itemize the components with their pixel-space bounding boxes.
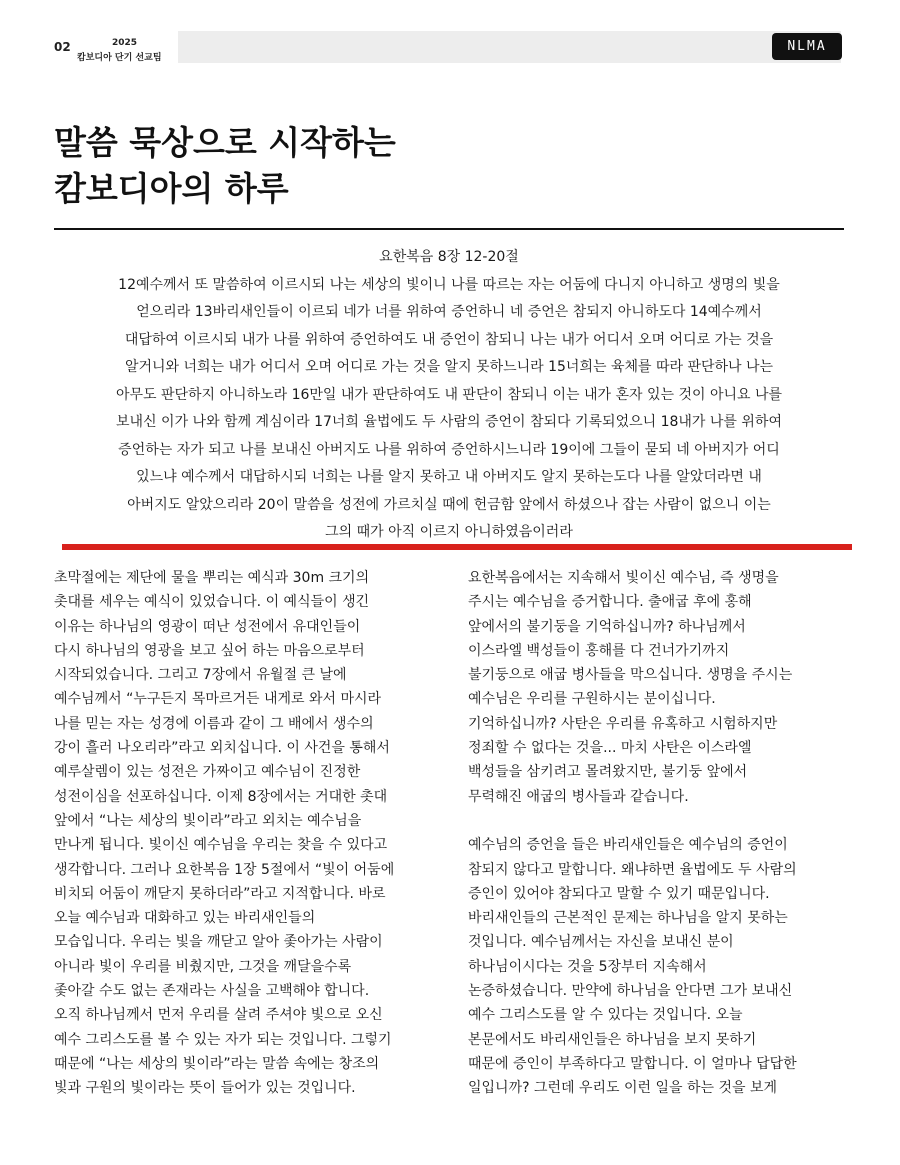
scripture-line: 그의 때가 아직 이르지 아니하였음이러라 (325, 524, 573, 540)
body-line: 다시 하나님의 영광을 보고 싶어 하는 마음으로부터 (54, 642, 365, 659)
body-line: 증인이 있어야 참되다고 말할 수 있기 때문입니다. (468, 885, 770, 902)
left-column (54, 566, 454, 1101)
header-year: 2025 (112, 38, 138, 48)
body-line: 강이 흘러 나오리라”라고 외치십니다. 이 사건을 통해서 (54, 740, 390, 757)
body-line: 이스라엘 백성들이 홍해를 다 건너가기까지 (468, 642, 730, 659)
body-line: 예수님께서 “누구든지 목마르거든 내게로 와서 마시라 (54, 691, 382, 708)
scripture-block (54, 244, 844, 547)
body-line: 앞에서의 불기둥을 기억하십니까? 하나님께서 (468, 618, 746, 635)
body-line: 백성들을 삼키려고 몰려왔지만, 불기둥 앞에서 (468, 764, 748, 781)
paragraph-gap (468, 809, 868, 833)
body-line: 본문에서도 바리새인들은 하나님을 보지 못하기 (468, 1031, 757, 1048)
body-line: 시작되었습니다. 그리고 7장에서 유월절 큰 날에 (54, 667, 347, 684)
scripture-divider (62, 544, 852, 550)
header-subtitle: 캄보디아 단기 선교팀 (77, 53, 162, 63)
title-line-2: 캄보디아의 하루 (54, 169, 289, 208)
page-number: 02 (54, 40, 71, 54)
body-line: 오직 하나님께서 먼저 우리를 살려 주셔야 빛으로 오신 (54, 1007, 383, 1024)
scripture-reference: 요한복음 8장 12-20절 (379, 249, 519, 265)
body-line: 초막절에는 제단에 물을 뿌리는 예식과 30m 크기의 (54, 570, 370, 586)
body-line: 예수 그리스도를 볼 수 있는 자가 되는 것입니다. 그렇기 (54, 1031, 392, 1048)
body-line: 때문에 증인이 부족하다고 말합니다. 이 얼마나 답답한 (468, 1055, 797, 1072)
title-divider (54, 228, 844, 230)
body-line: 좇아갈 수도 없는 존재라는 사실을 고백해야 합니다. (54, 983, 370, 1000)
scripture-line: 보내신 이가 나와 함께 계심이라 17너희 율법에도 두 사람의 증언이 참되다 기록되었으니 18내가 나를 위하여 (116, 414, 782, 430)
body-line: 나를 믿는 자는 성경에 이름과 같이 그 배에서 생수의 (54, 715, 374, 732)
body-line: 비치되 어둠이 깨닫지 못하더라”라고 지적합니다. 바로 (54, 885, 386, 902)
scripture-line: 증언하는 자가 되고 나를 보내신 아버지도 나를 위하여 증언하시느니라 19이에 그들이 묻되 네 아버지가 어디 (118, 441, 780, 458)
body-line: 예수님의 증언을 들은 바리새인들은 예수님의 증언이 (468, 837, 788, 854)
body-line: 생각합니다. 그러나 요한복음 1장 5절에서 “빛이 어둠에 (54, 861, 395, 878)
body-line: 모습입니다. 우리는 빛을 깨닫고 알아 좇아가는 사람이 (54, 934, 383, 951)
body-line: 논증하셨습니다. 만약에 하나님을 안다면 그가 보내신 (468, 983, 793, 1000)
body-line: 참되지 않다고 말합니다. 왜냐하면 율법에도 두 사람의 (468, 861, 797, 878)
body-line: 하나님이시다는 것을 5장부터 지속해서 (468, 958, 707, 975)
body-line: 불기둥으로 애굽 병사들을 막으십니다. 생명을 주시는 (468, 667, 793, 684)
body-line: 앞에서 “나는 세상의 빛이라”라고 외치는 예수님을 (54, 812, 362, 829)
header-bar (178, 31, 841, 63)
body-line: 요한복음에서는 지속해서 빛이신 예수님, 즉 생명을 (468, 570, 779, 586)
scripture-line: 12예수께서 또 말씀하여 이르시되 나는 세상의 빛이니 나를 따르는 자는 어둠에 다니지 아니하고 생명의 빛을 (118, 276, 780, 293)
right-column (468, 566, 868, 1101)
body-line: 오늘 예수님과 대화하고 있는 바리새인들의 (54, 910, 316, 927)
scripture-line: 대답하여 이르시되 내가 나를 위하여 증언하여도 내 증언이 참되니 나는 내가 어디서 오며 어디로 가는 것을 (124, 331, 774, 348)
scripture-line: 있느냐 예수께서 대답하시되 너희는 나를 알지 못하고 내 아버지도 알지 못하는도다 나를 알았더라면 내 (136, 469, 762, 485)
body-line: 무력해진 애굽의 병사들과 같습니다. (468, 788, 689, 805)
page-title (54, 120, 396, 212)
body-line: 것입니다. 예수님께서는 자신을 보내신 분이 (468, 934, 734, 951)
body-line: 촛대를 세우는 예식이 있었습니다. 이 예식들이 생긴 (54, 594, 370, 611)
body-line: 예수 그리스도를 알 수 있다는 것입니다. 오늘 (468, 1007, 743, 1024)
scripture-line: 아버지도 알았으리라 20이 말씀을 성전에 가르치실 때에 헌금함 앞에서 하셨으나 잡는 사람이 없으니 이는 (127, 496, 771, 513)
body-line: 바리새인들의 근본적인 문제는 하나님을 알지 못하는 (468, 910, 788, 927)
body-line: 만나게 됩니다. 빛이신 예수님을 우리는 찾을 수 있다고 (54, 837, 388, 854)
body-line: 이유는 하나님의 영광이 떠난 성전에서 유대인들이 (54, 618, 361, 635)
body-line: 성전이심을 선포하십니다. 이제 8장에서는 거대한 촛대 (54, 788, 388, 805)
scripture-line: 얻으리라 13바리새인들이 이르되 네가 너를 위하여 증언하니 네 증언은 참되지 아니하도다 14예수께서 (136, 304, 762, 320)
nlma-logo: NLMA (772, 33, 842, 60)
body-line: 정죄할 수 없다는 것을... 마치 사탄은 이스라엘 (468, 740, 752, 757)
body-line: 기억하십니까? 사탄은 우리를 유혹하고 시험하지만 (468, 715, 778, 732)
body-line: 일입니까? 그런데 우리도 이런 일을 하는 것을 보게 (468, 1080, 778, 1097)
title-line-1: 말씀 묵상으로 시작하는 (54, 123, 396, 162)
body-line: 빛과 구원의 빛이라는 뜻이 들어가 있는 것입니다. (54, 1080, 356, 1097)
body-line: 주시는 예수님을 증거합니다. 출애굽 후에 홍해 (468, 594, 752, 611)
body-line: 예루살렘이 있는 성전은 가짜이고 예수님이 진정한 (54, 764, 361, 781)
body-line: 때문에 “나는 세상의 빛이라”라는 말씀 속에는 창조의 (54, 1055, 380, 1072)
scripture-line: 알거니와 너희는 내가 어디서 오며 어디로 가는 것을 알지 못하느니라 15너희는 육체를 따라 판단하나 나는 (124, 359, 774, 375)
body-line: 예수님은 우리를 구원하시는 분이십니다. (468, 691, 716, 708)
body-line: 아니라 빛이 우리를 비췄지만, 그것을 깨달을수록 (54, 958, 352, 975)
scripture-line: 아무도 판단하지 아니하노라 16만일 내가 판단하여도 내 판단이 참되니 이는 내가 혼자 있는 것이 아니요 나를 (115, 386, 783, 403)
